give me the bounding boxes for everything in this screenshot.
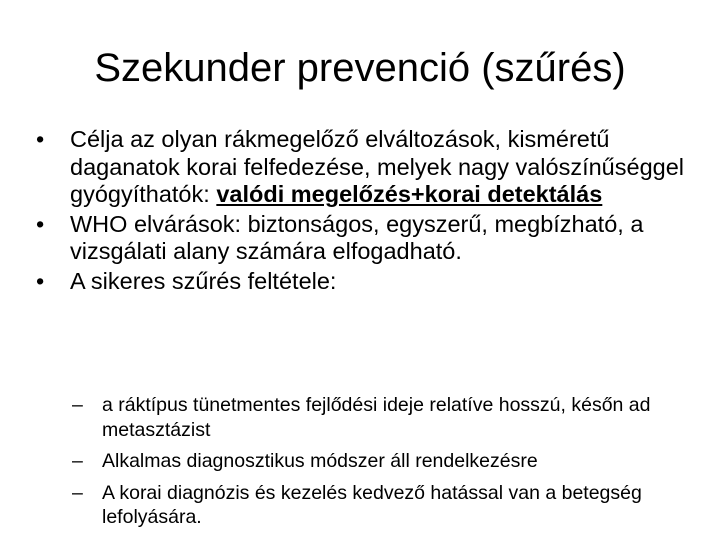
bullet-text: A sikeres szűrés feltétele: (70, 267, 337, 294)
bullet-text: WHO elvárások: biztonságos, egyszerű, megbízható, a vizsgálati alany számára elfogadható. (70, 210, 644, 264)
sub-bullet-marker: – (72, 481, 83, 504)
sub-bullet-item (72, 393, 702, 442)
bullet-marker: • (36, 267, 45, 294)
sub-bullet-list (72, 393, 702, 537)
sub-bullet-marker: – (72, 450, 83, 472)
bullet-text: Célja az olyan rákmegelőző elváltozások, kisméretű daganatok korai felfedezése, melyek nagy valószínűséggel gyógyíthatók: (70, 126, 684, 207)
sub-bullet-marker: – (72, 394, 83, 416)
sub-bullet-text: Alkalmas diagnosztikus módszer áll rendelkezésre (102, 450, 538, 472)
sub-bullet-text: a ráktípus tünetmentes fejlődési ideje relatíve hosszú, későn ad metasztázist (102, 394, 651, 441)
slide-title: Szekunder prevenció (szűrés) (94, 46, 626, 90)
bullet-marker: • (36, 210, 45, 237)
sub-bullet-text: A korai diagnózis és kezelés kedvező hatással van a betegség lefolyására. (102, 481, 642, 528)
bullet-item-goal (36, 126, 696, 209)
sub-bullet-item (72, 481, 702, 530)
bullet-emphasis: valódi megelőzés+korai detektálás (216, 181, 603, 207)
bullet-item-who (36, 211, 696, 266)
bullet-marker: • (36, 126, 45, 152)
bullet-item-condition (36, 268, 696, 296)
sub-bullet-item (72, 449, 702, 474)
bullet-list (36, 126, 696, 297)
